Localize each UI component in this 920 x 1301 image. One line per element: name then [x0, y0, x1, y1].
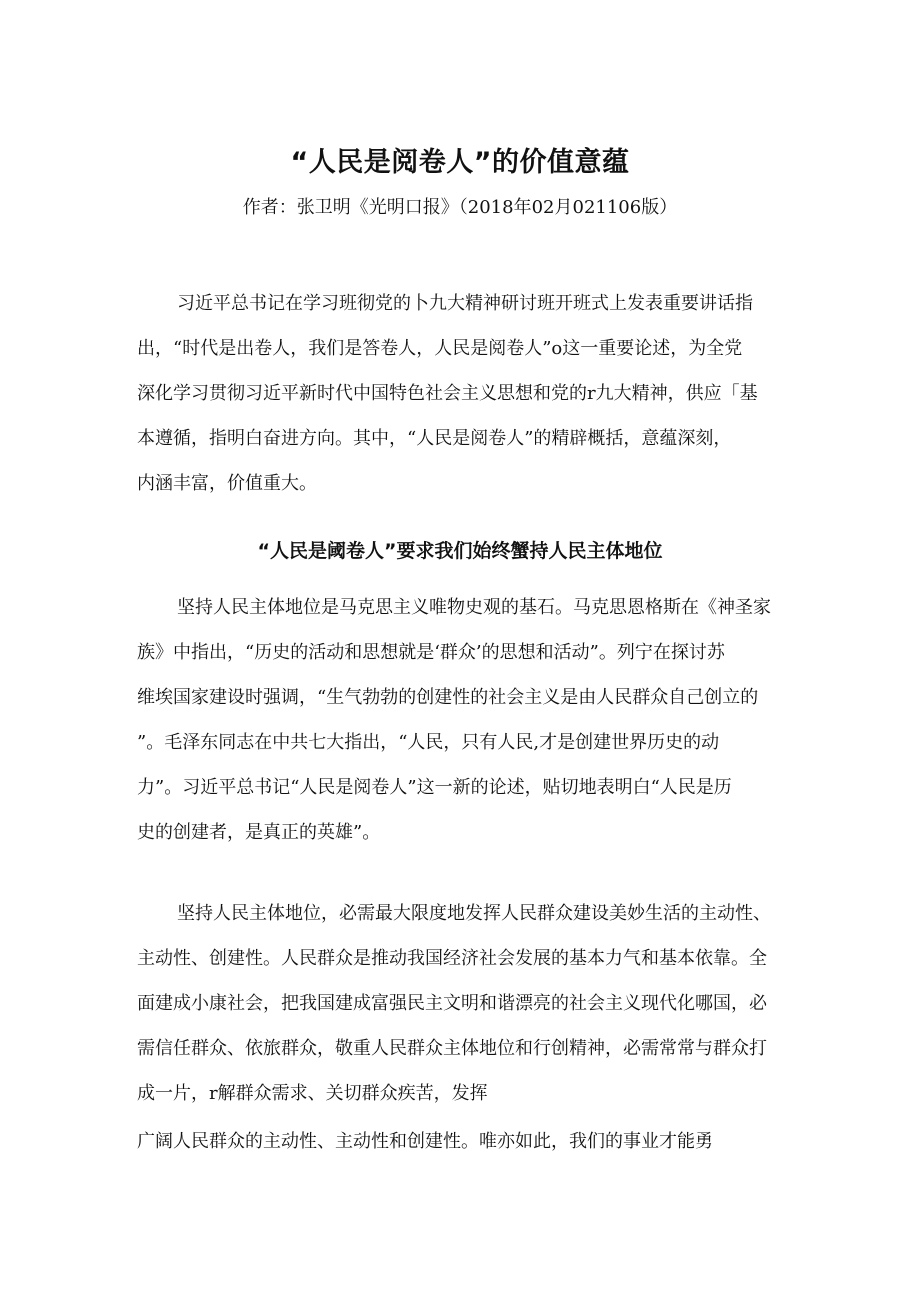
text-line: 史的创建者，是真正的英雄”。: [137, 822, 381, 843]
text-line: 习近平总书记在学习班彻党的卜九大精神研讨班开班式上发表重要讲话指: [177, 293, 753, 314]
text-line: 成一片，r解群众需求、关切群众疾苦，发挥: [137, 1083, 488, 1104]
text-line: 维埃国家建设时强调，“生气勃勃的创建性的社会主义是由人民群众自己创立的: [137, 687, 759, 708]
text-line: ”。毛泽东同志在中共七大指出，“人民，只有人民,才是创建世界历史的动: [137, 732, 720, 753]
text-line: 出，“时代是出卷人，我们是答卷人，人民是阅卷人”o这一重要论述，为全党: [137, 338, 743, 359]
text-line: 力”。习近平总书记“人民是阅卷人”这一新的论述，贴切地表明白“人民是历: [137, 777, 732, 798]
body-paragraph: [137, 585, 797, 855]
section-heading: “人民是阈卷人”要求我们始终蟹持人民主体地位: [257, 540, 663, 562]
intro-paragraph: [137, 281, 797, 506]
text-line: 坚持人民主体地位，必需最大限度地发挥人民群众建设美妙生活的主动性、: [177, 903, 771, 924]
text-line: 广阔人民群众的主动性、主动性和创建性。唯亦如此，我们的事业才能勇: [137, 1131, 713, 1152]
text-line: 需信任群众、依旅群众，敬重人民群众主体地位和行创精神，必需常常与群众打: [137, 1038, 767, 1059]
text-line: 面建成小康社会，把我国建成富强民主文明和谐漂亮的社会主义现代化哪国，必: [137, 993, 767, 1014]
text-line: 族》中指出，“历史的活动和思想就是‘群众’的思想和活动”。列宁在探讨苏: [137, 642, 725, 663]
body-paragraph: [137, 1119, 797, 1164]
text-line: 主动性、创建性。人民群众是推动我国经济社会发展的基本力气和基本依靠。全: [137, 948, 767, 969]
article-title: “人民是阅卷人”的价值意蕴: [290, 147, 630, 178]
text-line: 本遵循，指明白奋进方向。其中，“人民是阅卷人”的精辟概括，意蕴深刻，: [137, 428, 732, 449]
text-line: 坚持人民主体地位是马克思主义唯物史观的基石。马克思恩格斯在《神圣家: [177, 597, 771, 618]
text-line: 内涵丰富，价值重大。: [137, 473, 317, 494]
body-paragraph: [137, 891, 797, 1116]
article-byline: 作者：张卫明《光明口报》（2018年02月021106版）: [242, 197, 678, 218]
text-line: 深化学习贯彻习近平新时代中国特色社会主义思想和党的r九大精神，供应「基: [137, 383, 758, 404]
